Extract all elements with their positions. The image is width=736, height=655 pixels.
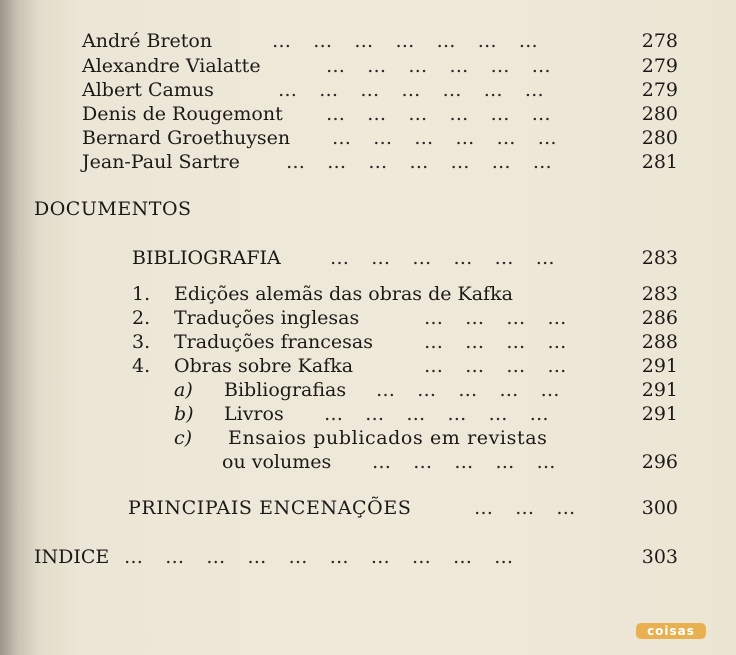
page-number: 279 [641, 79, 678, 101]
leader-dots: … … … [474, 497, 577, 519]
toc-entry [82, 54, 678, 78]
page-number: 300 [641, 497, 678, 519]
leader-dots: … … … … [424, 307, 568, 329]
toc-entry [82, 29, 678, 53]
page-number: 286 [641, 307, 678, 329]
leader-dots: … … … … … … [332, 127, 558, 149]
leader-dots: … … … … … … … … … … [124, 546, 515, 568]
item-letter: a) [174, 379, 193, 401]
toc-entry [132, 246, 678, 270]
toc-entry [128, 496, 678, 520]
leader-dots: … … … … … … … [278, 79, 545, 101]
page-number: 278 [641, 30, 678, 52]
entry-label: André Breton [82, 30, 213, 52]
toc-entry [132, 306, 678, 330]
item-letter: c) [174, 427, 193, 449]
toc-subentry [174, 402, 678, 426]
entry-label: Bernard Groethuysen [82, 127, 291, 149]
leader-dots: … … … … … … … [272, 30, 539, 52]
entry-label: Albert Camus [82, 79, 214, 101]
toc-entry [132, 330, 678, 354]
leader-dots: … … … … … [376, 379, 561, 401]
toc-subentry [174, 378, 678, 402]
entry-label: Ensaios publicados em revistas [228, 427, 548, 449]
toc-entry [132, 282, 678, 306]
item-number: 2. [132, 307, 151, 329]
item-number: 4. [132, 355, 151, 377]
entry-label: Alexandre Vialatte [82, 55, 261, 77]
item-number: 1. [132, 283, 151, 305]
leader-dots: … … … … [424, 331, 568, 353]
entry-label: Traduções francesas [174, 331, 373, 353]
entry-label: Livros [224, 403, 284, 425]
leader-dots: … … … … … … [324, 403, 550, 425]
section-heading: DOCUMENTOS [34, 198, 192, 220]
entry-label: Edições alemãs das obras de Kafka [174, 283, 513, 305]
toc-entry [34, 545, 678, 569]
entry-label: Bibliografias [224, 379, 347, 401]
leader-dots: … … … … … … [330, 247, 556, 269]
entry-label: BIBLIOGRAFIA [132, 247, 281, 269]
leader-dots: … … … … … … [326, 103, 552, 125]
toc-entry [132, 354, 678, 378]
page-number: 283 [641, 247, 678, 269]
watermark-logo: coisas [636, 623, 706, 639]
leader-dots: … … … … [424, 355, 568, 377]
entry-label: INDICE [34, 546, 110, 568]
toc-subentry-continuation [222, 450, 678, 474]
page-number: 291 [641, 403, 678, 425]
leader-dots: … … … … … … [326, 55, 552, 77]
toc-entry [82, 126, 678, 150]
toc-entry [82, 78, 678, 102]
entry-label: Traduções inglesas [174, 307, 360, 329]
page-number: 283 [641, 283, 678, 305]
page-number: 288 [641, 331, 678, 353]
leader-dots: … … … … … [372, 451, 557, 473]
toc-subentry [174, 426, 678, 450]
page-number: 280 [641, 103, 678, 125]
toc-entry [82, 150, 678, 174]
page-number: 296 [641, 451, 678, 473]
entry-label: PRINCIPAIS ENCENAÇÕES [128, 497, 412, 519]
page-number: 291 [641, 355, 678, 377]
entry-label: ou volumes [222, 451, 332, 473]
entry-label: Obras sobre Kafka [174, 355, 354, 377]
page-number: 280 [641, 127, 678, 149]
toc-entry [82, 102, 678, 126]
item-letter: b) [174, 403, 194, 425]
entry-label: Jean-Paul Sartre [82, 151, 240, 173]
item-number: 3. [132, 331, 151, 353]
page-number: 291 [641, 379, 678, 401]
leader-dots: … … … … … … … [286, 151, 553, 173]
page-number: 279 [641, 55, 678, 77]
page-number: 303 [641, 546, 678, 568]
page-number: 281 [641, 151, 678, 173]
entry-label: Denis de Rougemont [82, 103, 283, 125]
